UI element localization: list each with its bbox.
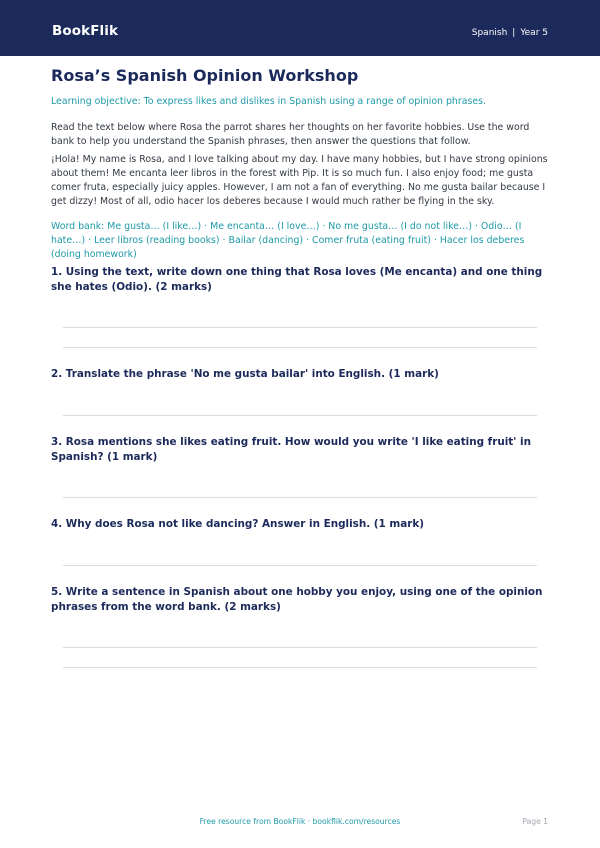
year-label: Year 5 [520,28,548,38]
footer-source-link[interactable]: Free resource from BookFlik · bookflik.com/resources [199,817,401,826]
word-bank: Word bank: Me gusta… (I like…) · Me encanta… (I love…) · No me gusta… (I do not like…) · Odio… (I hate…) · Leer libros (reading books) · Bailar (dancing) · Comer fruta (eating fruit) · Hacer los deberes (doing homework) [51,221,525,260]
question-4: 4. Why does Rosa not like dancing? Answer in English. (1 mark) [51,518,425,530]
question-2: 2. Translate the phrase 'No me gusta bailar' into English. (1 mark) [51,368,439,380]
meta-separator: | [512,28,516,38]
answer-line[interactable] [63,415,537,416]
question-1: 1. Using the text, write down one thing that Rosa loves (Me encanta) and one thing she hates (Odio). (2 marks) [51,266,543,293]
reading-passage: ¡Hola! My name is Rosa, and I love talking about my day. I have many hobbies, but I have strong opinions about them! Me encanta leer libros in the forest with Pip. It is so much fun. I also enjoy food; me gusta comer fruta, especially juicy apples. However, I am not a fan of everything. No me gusta bailar because I get dizzy! Most of all, odio hacer los deberes because I would much rather be flying in the sky. [51,154,548,207]
question-5: 5. Write a sentence in Spanish about one hobby you enjoy, using one of the opinion phrases from the word bank. (2 marks) [51,586,543,613]
subject-year-label [472,28,548,38]
site-header [0,0,600,56]
learning-objective: Learning objective: To express likes and dislikes in Spanish using a range of opinion phrases. [51,96,486,107]
question-3: 3. Rosa mentions she likes eating fruit. How would you write 'I like eating fruit' in Spanish? (1 mark) [51,436,532,463]
answer-line[interactable] [63,347,537,348]
answer-line[interactable] [63,327,537,328]
intro-paragraph: Read the text below where Rosa the parrot shares her thoughts on her favorite hobbies. Use the word bank to help you understand the Spanish phrases, then answer the questions that follow. [51,122,530,147]
answer-line[interactable] [63,647,537,648]
page-number: Page 1 [522,817,548,826]
answer-line[interactable] [63,565,537,566]
subject-label: Spanish [471,28,508,38]
answer-line[interactable] [63,497,537,498]
worksheet-title: Rosa’s Spanish Opinion Workshop [51,66,359,85]
answer-line[interactable] [63,667,537,668]
brand-logo[interactable]: BookFlik [52,23,119,39]
